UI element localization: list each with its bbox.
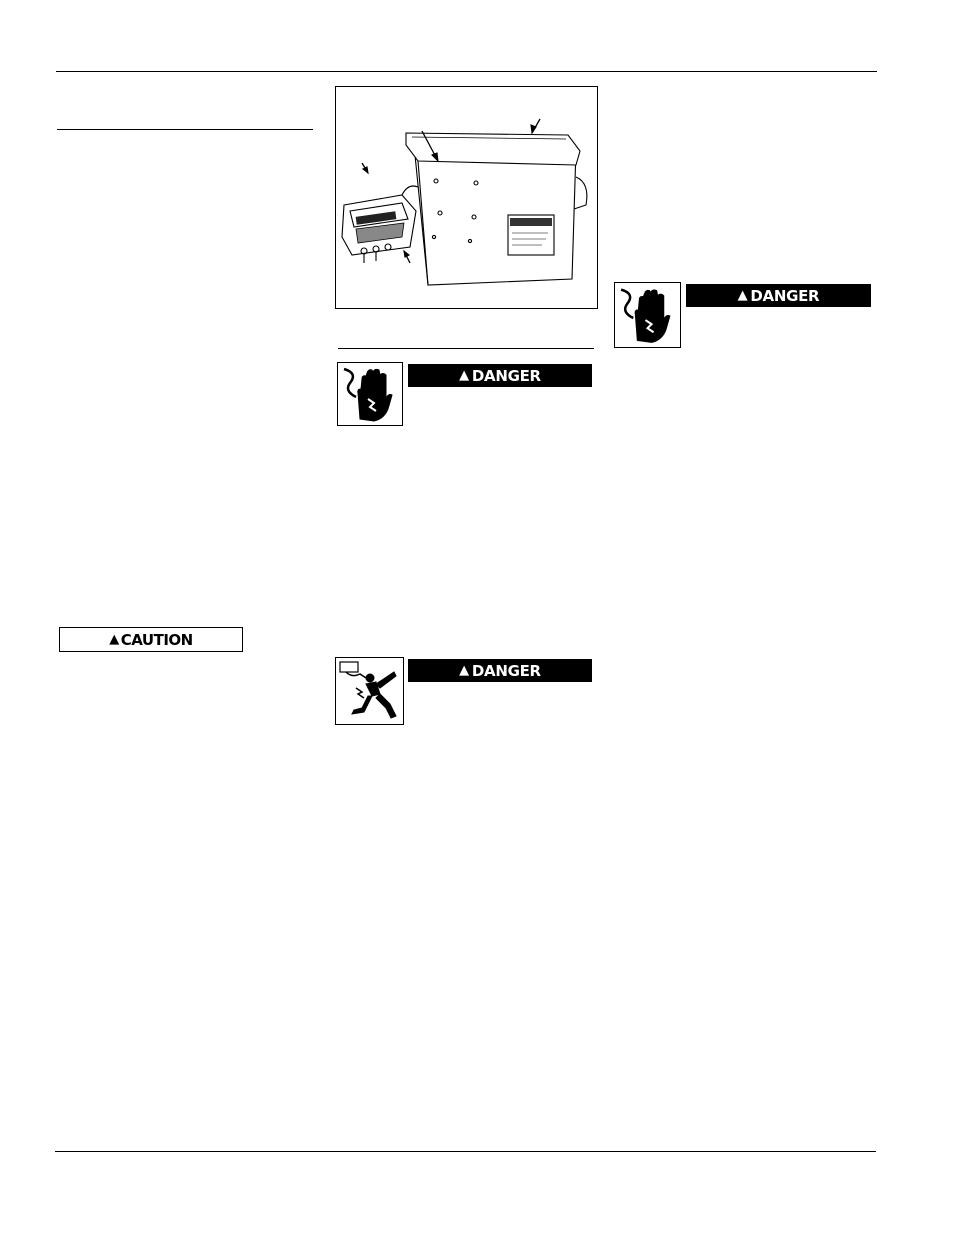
person-electrocution-icon [335,657,404,725]
warning-triangle-icon: ▲ [737,288,748,303]
warning-triangle-icon: ▲ [109,632,119,647]
header-rule [56,71,877,72]
caution-signal [59,627,243,652]
warning-triangle-icon: ▲ [459,368,469,383]
danger-signal-3 [686,284,871,307]
footer-rule [55,1151,876,1152]
warning-triangle-icon: ▲ [459,663,469,678]
danger-label: DANGER [471,366,541,385]
equipment-illustration [336,87,599,310]
equipment-figure [335,86,598,309]
hand-shock-icon [614,282,681,348]
danger-signal-2 [408,659,592,682]
middle-section-rule [338,348,594,349]
danger-label: DANGER [750,286,820,305]
danger-signal-1 [408,364,592,387]
danger-label: DANGER [471,661,541,680]
hand-shock-icon [337,362,403,426]
left-section-rule [57,129,313,130]
caution-label: CAUTION [120,630,193,649]
